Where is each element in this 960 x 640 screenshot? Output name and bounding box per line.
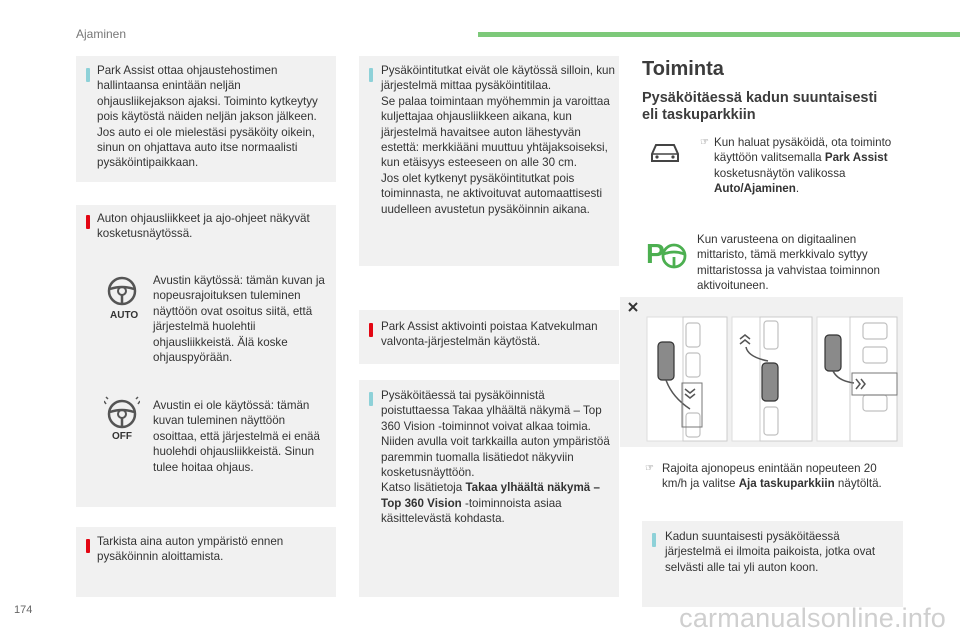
info-text: Kadun suuntaisesti pysäköitäessä järjestelmä ei ilmoita paikoista, jotka ovat selvästi alle tai yli auton koon. <box>665 530 876 574</box>
info-text <box>381 63 615 217</box>
step-bullet: ☞ <box>700 137 709 148</box>
parking-illustration <box>620 297 903 447</box>
off-description: Avustin ei ole käytössä: tämän kuvan tuleminen näyttöön osoittaa, että järjestelmä ei enää huolehdi ohjausliikkeistä. Sinun tulee hoitaa ohjaus. <box>153 399 320 474</box>
step-text-part: Kun haluat pysäköidä, ota toiminto käyttöön valitsemalla <box>714 136 892 165</box>
step-text <box>714 135 894 197</box>
step-text-part: kosketusnäytön valikossa <box>714 166 846 180</box>
close-icon[interactable] <box>629 303 637 311</box>
info-line: Se palaa toimintaan myöhemmin ja varoittaa kuljettajaa ohjausliikkeen aikana, kun järjestelmä havaitsee auton lähestyvän estettä: merkkiääni muuttuu yhtäjaksoiseksi, kun etäisyys esteeseen on alle 30 cm. <box>381 94 610 170</box>
warning-marker <box>86 539 90 553</box>
info-sentence: Katso lisätietoja <box>381 481 466 495</box>
watermark: carmanualsonline.info <box>679 603 946 633</box>
cross-reference: Takaa ylhäältä näkymä – Top 360 Vision <box>381 481 600 510</box>
warning-text: Park Assist aktivointi poistaa Katvekulman valvonta-järjestelmän käytöstä. <box>381 320 598 349</box>
step-text-part: näytöltä. <box>834 477 882 491</box>
step-highlight: Auto/Ajaminen <box>714 182 796 196</box>
info-line: Jos olet kytkenyt pysäköintitutkat pois toiminnasta, ne aktivoituvat automaattisesti uudelleen avustetun pysäköinnin aikana. <box>381 171 603 216</box>
step-text <box>662 461 882 492</box>
section-bar <box>478 32 960 37</box>
park-assist-icon <box>646 236 688 270</box>
step-bullet: ☞ <box>645 463 654 474</box>
svg-text:P: P <box>646 238 665 269</box>
section-heading: Toiminta <box>642 58 724 80</box>
step-text-part: . <box>795 182 800 196</box>
indicator-description: Kun varusteena on digitaalinen mittaristo, tämä merkkivalo syttyy mittaristossa ja vahvistaa toiminnon aktivoituneen. <box>697 233 881 293</box>
section-title: Ajaminen <box>76 27 127 41</box>
info-marker <box>652 533 656 547</box>
info-sentence: Pysäköitäessä tai pysäköinnistä poistuttaessa Takaa ylhäältä näkymä – Top 360 Vision -toiminnot voivat alkaa toimia. Niiden avulla voit tarkkailla auton ympäristöä paremmin tuomalla lisätiedot näkyviin kosketusnäyttöön. <box>381 389 610 480</box>
sub-heading: Pysäköitäessä kadun suuntaisesti eli taskuparkkiin <box>642 90 878 123</box>
step-text-part: Rajoita ajonopeus enintään nopeuteen 20 km/h ja valitse <box>662 462 877 491</box>
info-marker <box>369 68 373 82</box>
warning-marker <box>86 215 90 229</box>
step-highlight: Aja taskuparkkiin <box>738 477 835 491</box>
info-marker <box>369 392 373 406</box>
step-highlight: Park Assist <box>824 151 888 165</box>
warning-marker <box>369 323 373 337</box>
info-text: Park Assist ottaa ohjaustehostimen hallintaansa enintään neljän ohjausliikejakson ajaksi. Toiminto kytkeytyy pois käytöstä näiden neljän jakson jälkeen. Jos auto ei ole mielestäsi pysäköity oikein, sinun on ohjattava auto itse normaalisti pysäköintipaikkaan. <box>97 64 318 170</box>
car-outline-icon <box>648 140 682 166</box>
info-marker <box>86 68 90 82</box>
warning-text: Auton ohjausliikkeet ja ajo-ohjeet näkyvät kosketusnäytössä. <box>97 212 310 241</box>
auto-label: AUTO <box>110 310 139 321</box>
warning-text: Tarkista aina auton ympäristö ennen pysäköinnin aloittamista. <box>97 535 284 564</box>
auto-description: Avustin käytössä: tämän kuvan ja nopeusrajoituksen tuleminen näyttöön ovat osoitus siitä, että järjestelmä huolehtii ohjausliikkeistä. Älä koske ohjauspyörään. <box>153 274 325 365</box>
off-label: OFF <box>112 431 132 442</box>
info-text <box>381 388 615 527</box>
info-line: Pysäköintitutkat eivät ole käytössä silloin, kun järjestelmä mittaa pysäköintitilaa. <box>381 64 615 93</box>
info-sentence: -toiminnoista asiaa käsittelevästä kohdasta. <box>381 496 562 526</box>
page-number: 174 <box>14 604 33 616</box>
